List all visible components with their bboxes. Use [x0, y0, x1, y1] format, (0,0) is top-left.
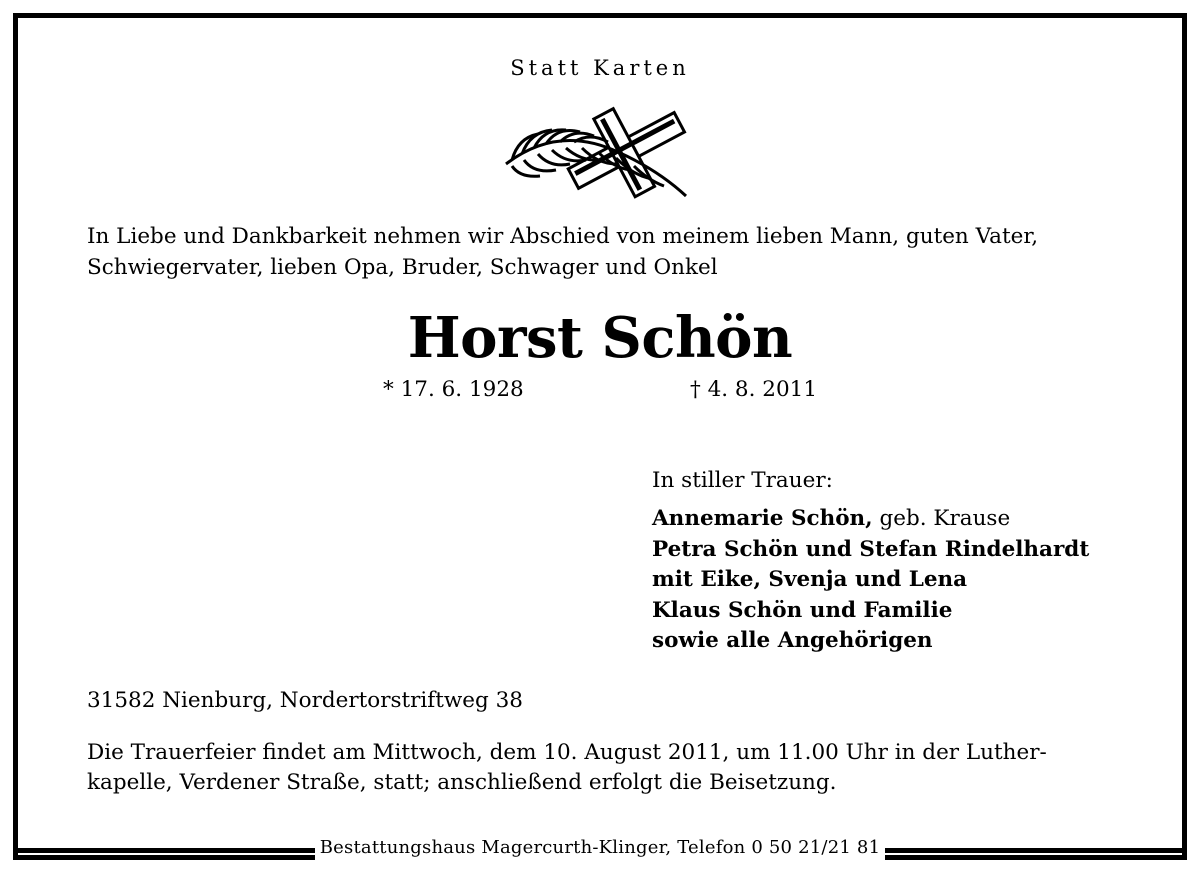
funeral-home-credit: Bestattungshaus Magercurth-Klinger, Telefon 0 50 21/21 81 — [315, 834, 885, 862]
mourner-line — [652, 504, 1152, 535]
death-date: † 4. 8. 2011 — [690, 377, 817, 402]
intro-text — [87, 221, 1117, 283]
ceremony-text — [87, 738, 1117, 798]
mourners-caption: In stiller Trauer: — [652, 468, 833, 493]
mourner-line: sowie alle Angehörigen — [652, 628, 933, 653]
birth-date: * 17. 6. 1928 — [383, 377, 524, 402]
mourner-name: Annemarie Schön, — [652, 506, 873, 531]
mourner-line: Petra Schön und Stefan Rindelhardt — [652, 536, 1090, 562]
deceased-name: Horst Schön — [407, 305, 793, 371]
mourner-line: Klaus Schön und Familie — [652, 597, 953, 623]
ceremony-line: Die Trauerfeier findet am Mittwoch, dem 10. August 2011, um 11.00 Uhr in der Luther- — [87, 740, 1047, 765]
mourner-maiden-name: geb. Krause — [872, 506, 1011, 531]
footer — [0, 834, 1200, 862]
intro-line: Schwiegervater, lieben Opa, Bruder, Schwager und Onkel — [87, 255, 718, 280]
mourners-block — [652, 466, 1152, 657]
notice-header: Statt Karten — [510, 56, 690, 80]
intro-line: In Liebe und Dankbarkeit nehmen wir Abschied von meinem lieben Mann, guten Vater, — [87, 224, 1039, 249]
mourner-line: mit Eike, Svenja und Lena — [652, 567, 968, 592]
cross-with-palm-frond-icon — [498, 104, 698, 204]
ceremony-line: kapelle, Verdener Straße, statt; anschließend erfolgt die Beisetzung. — [87, 770, 837, 795]
address: 31582 Nienburg, Nordertorstriftweg 38 — [87, 688, 523, 713]
